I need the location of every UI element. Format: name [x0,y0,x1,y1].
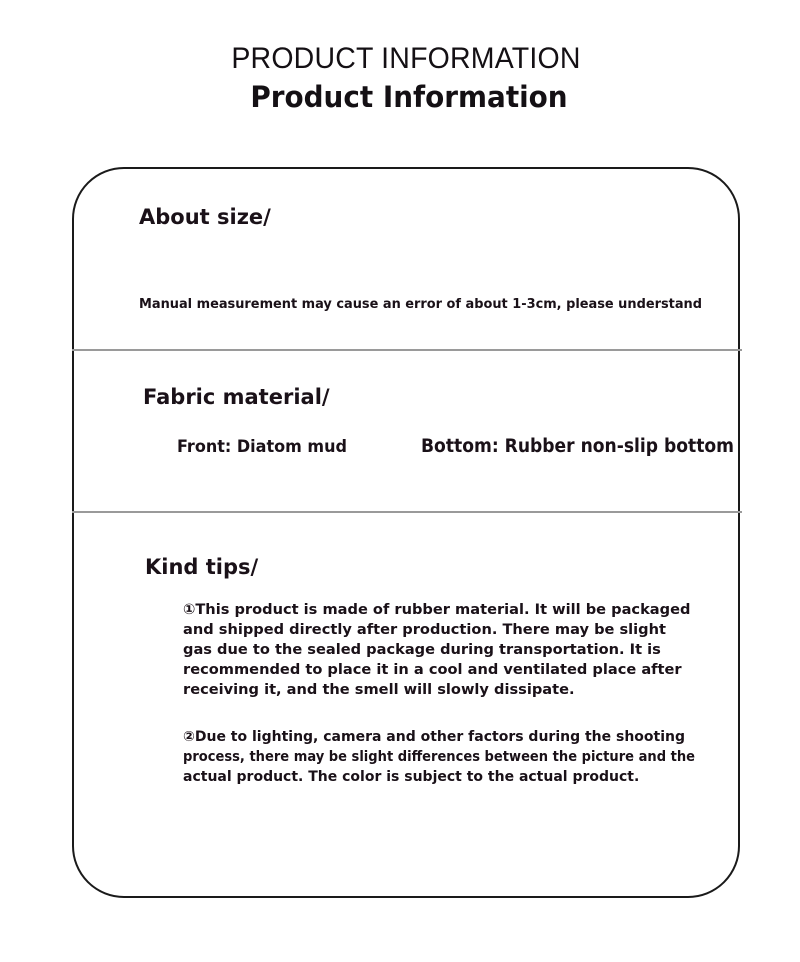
tip-rubber-smell [183,600,713,700]
section-divider [72,349,742,351]
tip-line: recommended to place it in a cool and ventilated place after [183,661,682,678]
about-size-title: About size/ [139,205,271,229]
tip-line: gas due to the sealed package during transportation. It is [183,641,661,658]
section-divider [72,511,742,513]
page-title-caps: PRODUCT INFORMATION [231,42,581,75]
tip-color-difference [183,727,713,787]
tip-line: ①This product is made of rubber material. It will be packaged [183,601,691,618]
fabric-material-title: Fabric material/ [143,385,330,409]
tip-line: process, there may be slight differences between the picture and the [183,749,696,765]
front-material: Front: Diatom mud [177,437,348,457]
tip-line: ②Due to lighting, camera and other factors during the shooting [183,729,686,745]
measurement-note: Manual measurement may cause an error of about 1-3cm, please understand [139,297,702,312]
tip-line: receiving it, and the smell will slowly dissipate. [183,681,575,698]
kind-tips-title: Kind tips/ [145,555,259,579]
tip-line: actual product. The color is subject to the actual product. [183,769,640,785]
info-card [72,167,740,898]
bottom-material: Bottom: Rubber non-slip bottom [421,436,735,457]
tip-line: and shipped directly after production. There may be slight [183,621,666,638]
page-title: Product Information [250,80,568,114]
